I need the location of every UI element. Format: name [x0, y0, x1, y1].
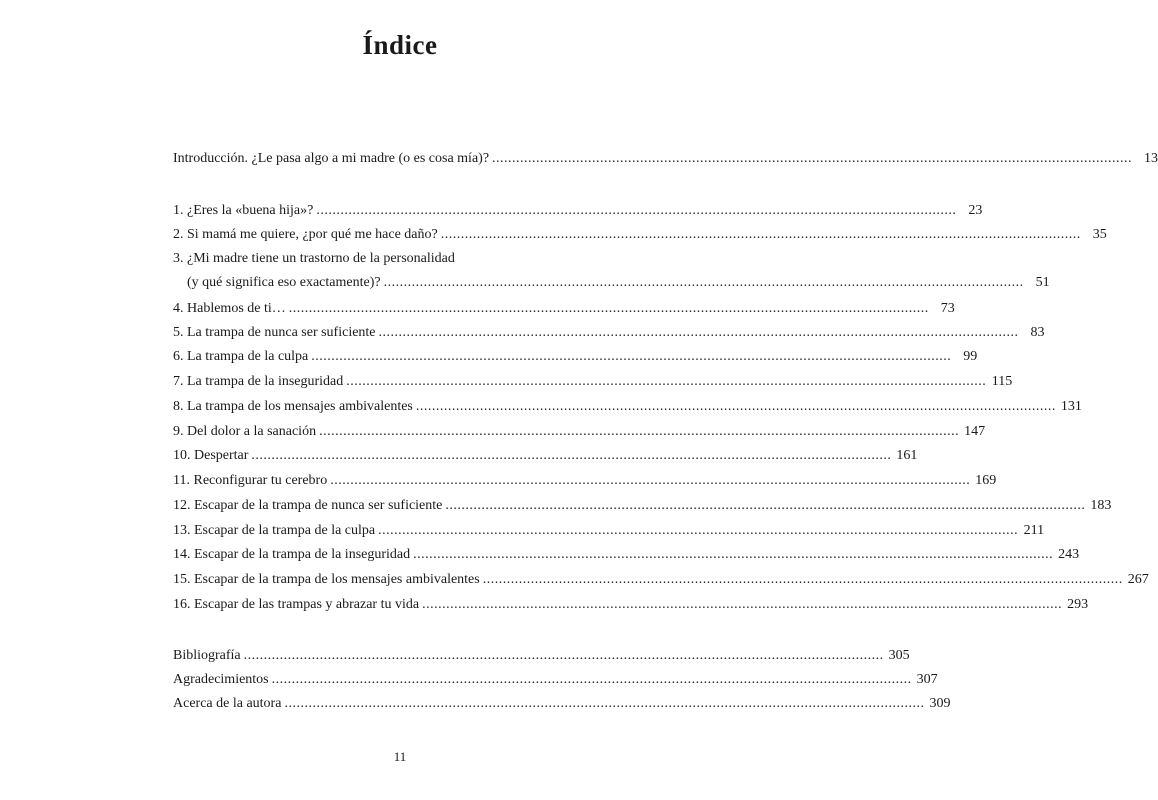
toc-entry-chapter-3-line-2 [173, 272, 1050, 294]
toc-entry-chapter-10 [173, 445, 918, 467]
toc-entry-label: 5. La trampa de nunca ser suficiente [173, 325, 376, 340]
toc-entry-page: 267 [1127, 572, 1149, 587]
toc-entry-label: 3. ¿Mi madre tiene un trastorno de la personalidad [173, 251, 455, 266]
toc-entry-chapter-11 [173, 470, 997, 492]
toc-entry-label: Agradecimientos [173, 672, 269, 687]
toc-entry-page: 309 [929, 696, 951, 711]
toc-entry-page: 131 [1060, 399, 1082, 414]
toc-leader-dots: ................................................................................................................................................................ [445, 498, 1086, 513]
toc-leader-dots: ................................................................................................................................................................ [251, 448, 892, 463]
toc-entry-chapter-8 [173, 396, 1082, 418]
toc-entry-acknowledgements [173, 669, 938, 691]
toc-entry-chapter-3-line-1 [173, 248, 628, 270]
toc-leader-dots: ................................................................................................................................................................ [383, 275, 1024, 290]
toc-entry-bibliography [173, 645, 910, 667]
toc-entry-label: 1. ¿Eres la «buena hija»? [173, 203, 314, 218]
toc-entry-chapter-1 [173, 200, 983, 222]
toc-entry-label: Acerca de la autora [173, 696, 282, 711]
toc-entry-page: 169 [975, 473, 997, 488]
toc-entry-chapter-7 [173, 371, 1013, 393]
toc-entry-chapter-12 [173, 495, 1112, 517]
toc-entry-page: 99 [963, 349, 978, 364]
toc-leader-dots: ................................................................................................................................................................ [319, 424, 960, 439]
toc-leader-dots: ................................................................................................................................................................ [284, 696, 925, 711]
toc-entry-chapter-16 [173, 594, 1089, 616]
toc-leader-dots: ................................................................................................................................................................ [413, 547, 1054, 562]
page-number: 11 [393, 749, 407, 764]
toc-leader-dots: ................................................................................................................................................................ [330, 473, 971, 488]
toc-entry-page: 293 [1067, 597, 1089, 612]
toc-entry-chapter-6 [173, 346, 978, 368]
toc-entry-page: 73 [940, 301, 955, 316]
toc-entry-chapter-14 [173, 544, 1080, 566]
toc-leader-dots: ................................................................................................................................................................ [243, 648, 884, 663]
toc-entry-page: 183 [1090, 498, 1112, 513]
toc-entry-page: 35 [1092, 227, 1107, 242]
toc-entry-label: 9. Del dolor a la sanación [173, 424, 317, 439]
toc-leader-dots: ................................................................................................................................................................ [346, 374, 987, 389]
toc-entry-label: 16. Escapar de las trampas y abrazar tu vida [173, 597, 420, 612]
toc-leader-dots: ................................................................................................................................................................ [482, 572, 1123, 587]
toc-entry-label: 8. La trampa de los mensajes ambivalentes [173, 399, 413, 414]
toc-entry-label: 11. Reconfigurar tu cerebro [173, 473, 328, 488]
toc-entry-page: 243 [1058, 547, 1080, 562]
toc-entry-label: 15. Escapar de la trampa de los mensajes ambivalentes [173, 572, 480, 587]
toc-entry-label: 13. Escapar de la trampa de la culpa [173, 523, 376, 538]
toc-entry-chapter-4 [173, 298, 955, 320]
toc-leader-dots: ................................................................................................................................................................ [288, 301, 929, 316]
toc-leader-dots: ................................................................................................................................................................ [378, 325, 1019, 340]
toc-leader-dots: ................................................................................................................................................................ [422, 597, 1063, 612]
toc-leader-dots: ................................................................................................................................................................ [311, 349, 952, 364]
toc-leader-dots: ................................................................................................................................................................ [271, 672, 912, 687]
toc-entry-chapter-5 [173, 322, 1045, 344]
toc-entry-label: 10. Despertar [173, 448, 249, 463]
toc-entry-label: 12. Escapar de la trampa de nunca ser suficiente [173, 498, 443, 513]
toc-entry-label: 7. La trampa de la inseguridad [173, 374, 344, 389]
toc-entry-label: 2. Si mamá me quiere, ¿por qué me hace daño? [173, 227, 438, 242]
toc-entry-chapter-2 [173, 224, 1107, 246]
toc-entry-page: 147 [964, 424, 986, 439]
toc-entry-page: 115 [991, 374, 1013, 389]
toc-entry-label: Introducción. ¿Le pasa algo a mi madre (o es cosa mía)? [173, 151, 490, 166]
toc-entry-label: 14. Escapar de la trampa de la inseguridad [173, 547, 411, 562]
toc-entry-chapter-15 [173, 569, 1149, 591]
page-title: Índice [362, 30, 438, 60]
toc-entry-page: 51 [1035, 275, 1050, 290]
toc-entry-chapter-9 [173, 421, 986, 443]
toc-entry-page: 23 [968, 203, 983, 218]
toc-leader-dots: ................................................................................................................................................................ [492, 151, 1133, 166]
toc-entry-about-author [173, 693, 951, 715]
toc-entry-chapter-13 [173, 520, 1045, 542]
toc-leader-dots: ................................................................................................................................................................ [378, 523, 1019, 538]
toc-entry-page: 305 [888, 648, 910, 663]
toc-entry-label: (y qué significa eso exactamente)? [187, 275, 381, 290]
toc-entry-page: 211 [1023, 523, 1045, 538]
toc-entry-label: 4. Hablemos de ti… [173, 301, 286, 316]
toc-entry-page: 161 [896, 448, 918, 463]
toc-leader-dots: ................................................................................................................................................................ [415, 399, 1056, 414]
toc-entry-label: Bibliografía [173, 648, 241, 663]
toc-entry-introduction [173, 148, 1158, 170]
toc-entry-page: 13 [1144, 151, 1158, 166]
toc-entry-page: 307 [916, 672, 938, 687]
toc-entry-label: 6. La trampa de la culpa [173, 349, 309, 364]
toc-leader-dots: ................................................................................................................................................................ [316, 203, 957, 218]
toc-entry-page: 83 [1030, 325, 1045, 340]
toc-leader-dots: ................................................................................................................................................................ [440, 227, 1081, 242]
